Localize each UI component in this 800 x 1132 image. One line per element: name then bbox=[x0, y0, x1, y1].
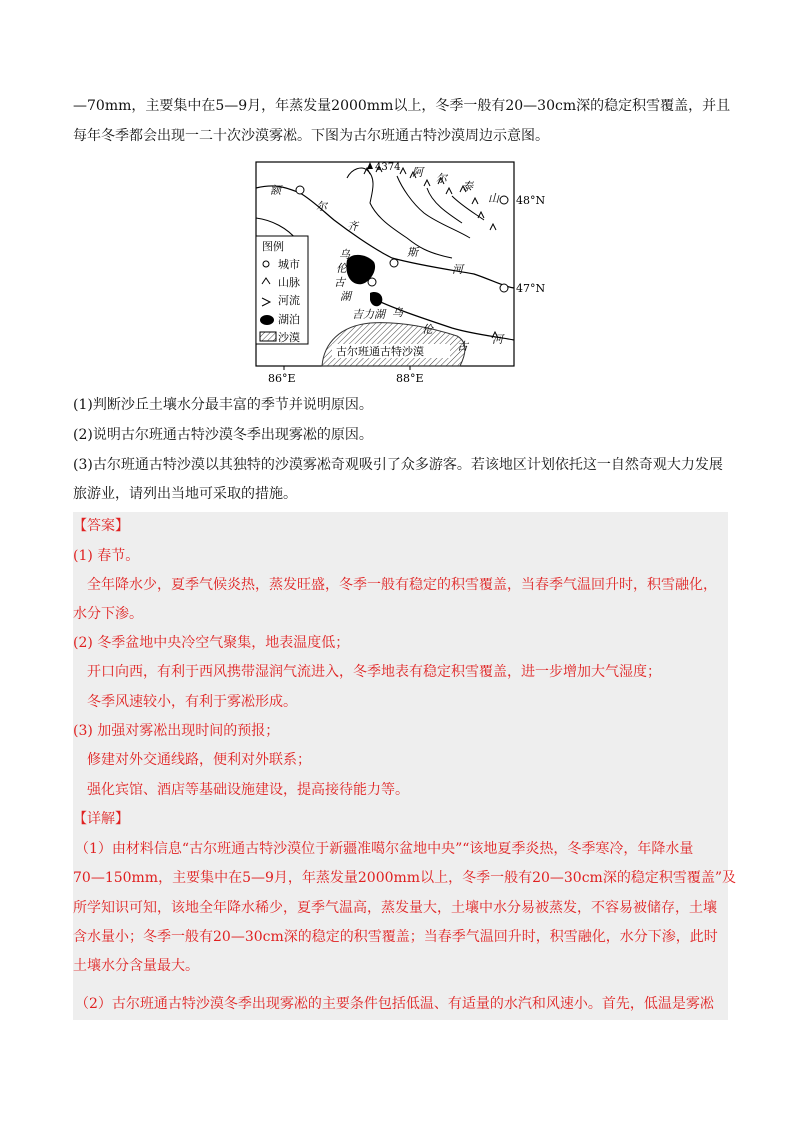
answer-line: 强化宾馆、酒店等基础设施建设，提高接待能力等。 bbox=[87, 782, 409, 798]
answer-line: 修建对外交通线路，便利对外联系； bbox=[87, 752, 311, 768]
place-char: 山 bbox=[488, 192, 499, 205]
answer-line: 冬季风速较小，有利于雾凇形成。 bbox=[87, 694, 297, 710]
detail-line: 含水量小；冬季一般有20—30cm深的稳定的积雪覆盖；当春季气温回升时，积雪融化，水分下渗，此时 bbox=[73, 929, 718, 945]
detail-line: （2）古尔班通古特沙漠冬季出现雾凇的主要条件包括低温、有适量的水汽和风速小。首先，低温是雾凇 bbox=[75, 996, 714, 1012]
city-5 bbox=[500, 196, 508, 204]
place-char: 阿 bbox=[412, 166, 423, 179]
place-char: 伦 bbox=[336, 262, 347, 275]
lon-label: 88°E bbox=[396, 372, 424, 385]
desert-label: 古尔班通古特沙漠 bbox=[336, 345, 424, 358]
lon-label: 86°E bbox=[268, 372, 296, 385]
city-icon bbox=[263, 261, 269, 267]
lake-icon bbox=[260, 315, 274, 325]
legend-item: 河流 bbox=[278, 294, 300, 307]
answer-line: (1) 春节。 bbox=[73, 548, 140, 564]
legend-item: 城市 bbox=[278, 258, 300, 271]
lat-label: 48°N bbox=[516, 194, 546, 207]
question-3: (3)古尔班通古特沙漠以其独特的沙漠雾凇奇观吸引了众多游客。若该地区计划依托这一自然奇观大力发展 bbox=[73, 457, 723, 473]
city-4 bbox=[500, 284, 508, 292]
question-3-cont: 旅游业，请列出当地可采取的措施。 bbox=[73, 486, 297, 502]
answer-line: (3) 加强对雾凇出现时间的预报； bbox=[73, 723, 280, 739]
place-char: 伦 bbox=[422, 323, 433, 336]
city-2 bbox=[390, 259, 398, 267]
answer-line: (2) 冬季盆地中央冷空气聚集，地表温度低； bbox=[73, 635, 350, 651]
place-char: 湖 bbox=[340, 290, 351, 303]
answer-line: 水分下渗。 bbox=[73, 606, 143, 622]
place-char: 古 bbox=[334, 276, 345, 289]
question-1: (1)判断沙丘土壤水分最丰富的季节并说明原因。 bbox=[73, 397, 373, 413]
detail-line: 所学知识可知，该地全年降水稀少，夏季气温高，蒸发量大，土壤中水分易被蒸发，不容易被储存，土壤 bbox=[73, 900, 717, 916]
answer-line: 全年降水少，夏季气候炎热，蒸发旺盛，冬季一般有稳定的积雪覆盖，当春季气温回升时，积雪融化， bbox=[87, 577, 717, 593]
detail-line: （1）由材料信息“古尔班通古特沙漠位于新疆准噶尔盆地中央”“该地夏季炎热，冬季寒冷，年降水量 bbox=[75, 841, 694, 857]
place-char: 泰 bbox=[462, 180, 473, 193]
place-char: 吉力湖 bbox=[352, 308, 385, 321]
place-char: 乌 bbox=[392, 306, 403, 319]
legend-title: 图例 bbox=[262, 240, 284, 253]
city-1 bbox=[296, 186, 304, 194]
city-3 bbox=[368, 278, 376, 286]
intro-line-1: —70mm，主要集中在5—9月，年蒸发量2000mm以上，冬季一般有20—30cm深的稳定积雪覆盖，并且 bbox=[73, 98, 731, 114]
answer-line: 开口向西，有利于西风携带湿润气流进入，冬季地表有稳定积雪覆盖，进一步增加大气湿度； bbox=[87, 664, 661, 680]
place-char: 乌 bbox=[339, 248, 350, 261]
region-map bbox=[252, 158, 572, 388]
place-char: 齐 bbox=[347, 220, 358, 233]
answer-label: 【答案】 bbox=[73, 518, 129, 534]
place-char: 河 bbox=[452, 263, 463, 276]
peak-label: 4374 bbox=[375, 162, 401, 173]
desert-icon bbox=[260, 332, 276, 341]
intro-line-2: 每年冬季都会出现一二十次沙漠雾凇。下图为古尔班通古特沙漠周边示意图。 bbox=[73, 128, 549, 144]
place-char: 河 bbox=[492, 333, 503, 346]
detail-label: 【详解】 bbox=[73, 811, 129, 827]
place-char: 斯 bbox=[407, 246, 418, 259]
lat-label: 47°N bbox=[516, 282, 546, 295]
legend-item: 湖泊 bbox=[278, 313, 300, 326]
legend-item: 山脉 bbox=[278, 276, 300, 289]
place-char: 尔 bbox=[436, 172, 447, 185]
legend-item: 沙漠 bbox=[278, 331, 300, 344]
place-char: 尔 bbox=[316, 200, 327, 213]
place-char: 古 bbox=[457, 340, 468, 353]
place-char: 额 bbox=[270, 184, 281, 197]
answer-panel bbox=[73, 512, 736, 1020]
detail-line: 土壤水分含量最大。 bbox=[73, 958, 199, 974]
question-2: (2)说明古尔班通古特沙漠冬季出现雾凇的原因。 bbox=[73, 427, 373, 443]
detail-line: 70—150mm，主要集中在5—9月，年蒸发量2000mm以上，冬季一般有20—30cm深的稳定积雪覆盖”及 bbox=[73, 870, 736, 886]
